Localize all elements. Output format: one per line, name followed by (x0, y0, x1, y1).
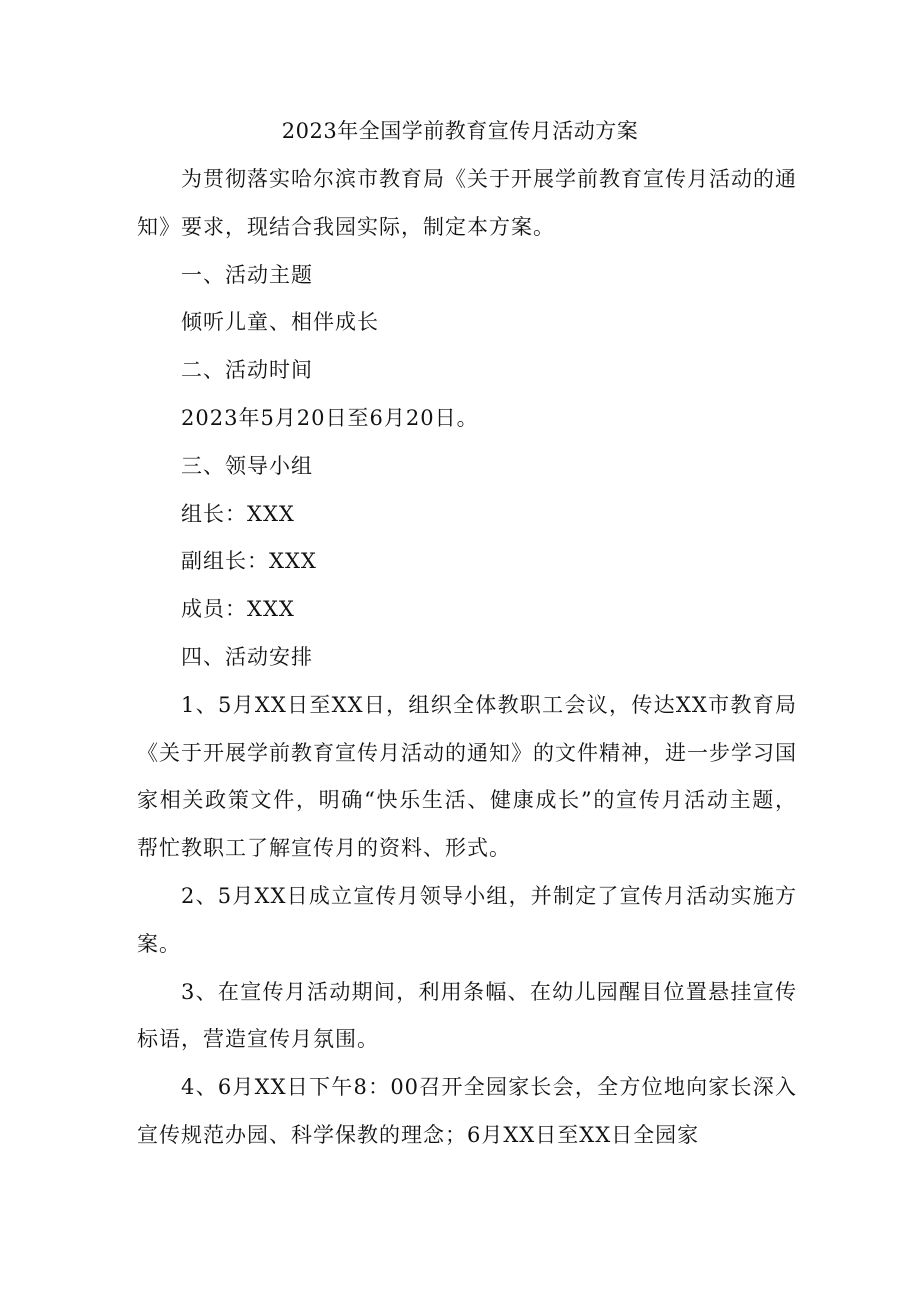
arrangement-item-3: 3、在宣传月活动期间，利用条幅、在幼儿园醒目位置悬挂宣传标语，营造宣传月氛围。 (137, 979, 797, 1052)
leader-line: 组长：XXX (181, 501, 295, 526)
arrangement-item-2: 2、5月XX日成立宣传月领导小组，并制定了宣传月活动实施方案。 (137, 883, 797, 956)
members-line: 成员：XXX (181, 597, 295, 622)
intro-paragraph: 为贯彻落实哈尔滨市教育局《关于开展学前教育宣传月活动的通知》要求，现结合我园实际，制定本方案。 (137, 167, 797, 239)
section-heading-arrangement: 四、活动安排 (181, 644, 313, 669)
document-body (137, 156, 797, 1160)
arrangement-item-4: 4、6月XX日下午8：00召开全园家长会，全方位地向家长深入宣传规范办园、科学保教的理念；6月XX日至XX日全园家 (137, 1075, 797, 1147)
deputy-leader-line: 副组长：XXX (181, 549, 317, 574)
section-heading-time: 二、活动时间 (181, 358, 313, 383)
section-heading-theme: 一、活动主题 (181, 262, 313, 287)
document-title: 2023年全国学前教育宣传月活动方案 (281, 119, 639, 143)
arrangement-item-1: 1、5月XX日至XX日，组织全体教职工会议，传达XX市教育局《关于开展学前教育宣传月活动的通知》的文件精神，进一步学习国家相关政策文件，明确“快乐生活、健康成长”的宣传月活动主题，帮忙教职工了解宣传月的资料、形式。 (137, 692, 797, 861)
section-heading-leadership: 三、领导小组 (181, 453, 313, 478)
time-text: 2023年5月20日至6月20日。 (181, 405, 479, 430)
theme-text: 倾听儿童、相伴成长 (181, 310, 379, 335)
